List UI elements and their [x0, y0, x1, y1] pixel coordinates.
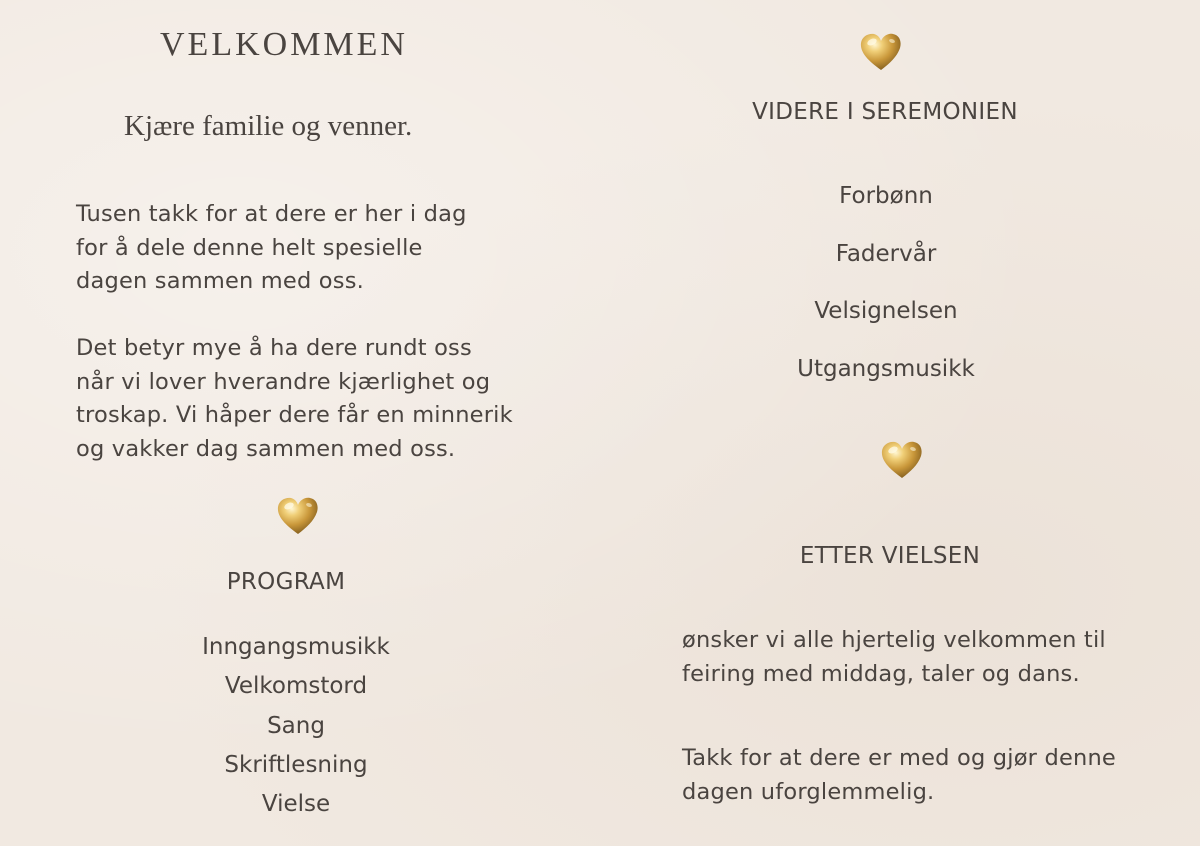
gold-heart-icon	[880, 440, 924, 480]
list-item: Vielse	[261, 791, 331, 818]
ceremony-heading: VIDERE I SEREMONIEN	[752, 99, 1018, 125]
list-item: Forbønn	[839, 183, 933, 209]
list-item: Velsignelsen	[814, 298, 958, 324]
list-item: Utgangsmusikk	[797, 355, 975, 382]
gold-heart-icon	[859, 32, 903, 72]
meaning-paragraph: Det betyr mye å ha dere rundt oss når vi lover hverandre kjærlighet og troskap. Vi håper dere får en minnerik og vakker dag sammen med oss.	[76, 335, 513, 462]
program-heading: PROGRAM	[226, 569, 346, 595]
program-list	[146, 631, 446, 827]
thanks-paragraph: Takk for at dere er med og gjør denne dagen uforglemmelig.	[682, 745, 1116, 805]
celebration-paragraph: ønsker vi alle hjertelig velkommen til feiring med middag, taler og dans.	[682, 627, 1106, 687]
welcome-paragraph: Tusen takk for at dere er her i dag for å dele denne helt spesielle dagen sammen med oss.	[76, 201, 467, 294]
list-item: Skriftlesning	[224, 751, 368, 778]
gold-heart-icon	[276, 496, 320, 536]
list-item: Velkomstord	[224, 673, 368, 700]
after-heading: ETTER VIELSEN	[799, 543, 981, 569]
list-item: Inngangsmusikk	[202, 634, 390, 660]
list-item: Fadervår	[835, 240, 937, 267]
ceremony-list	[736, 180, 1036, 410]
greeting: Kjære familie og venner.	[124, 110, 413, 142]
list-item: Sang	[267, 712, 325, 739]
page-title: VELKOMMEN	[160, 26, 408, 63]
